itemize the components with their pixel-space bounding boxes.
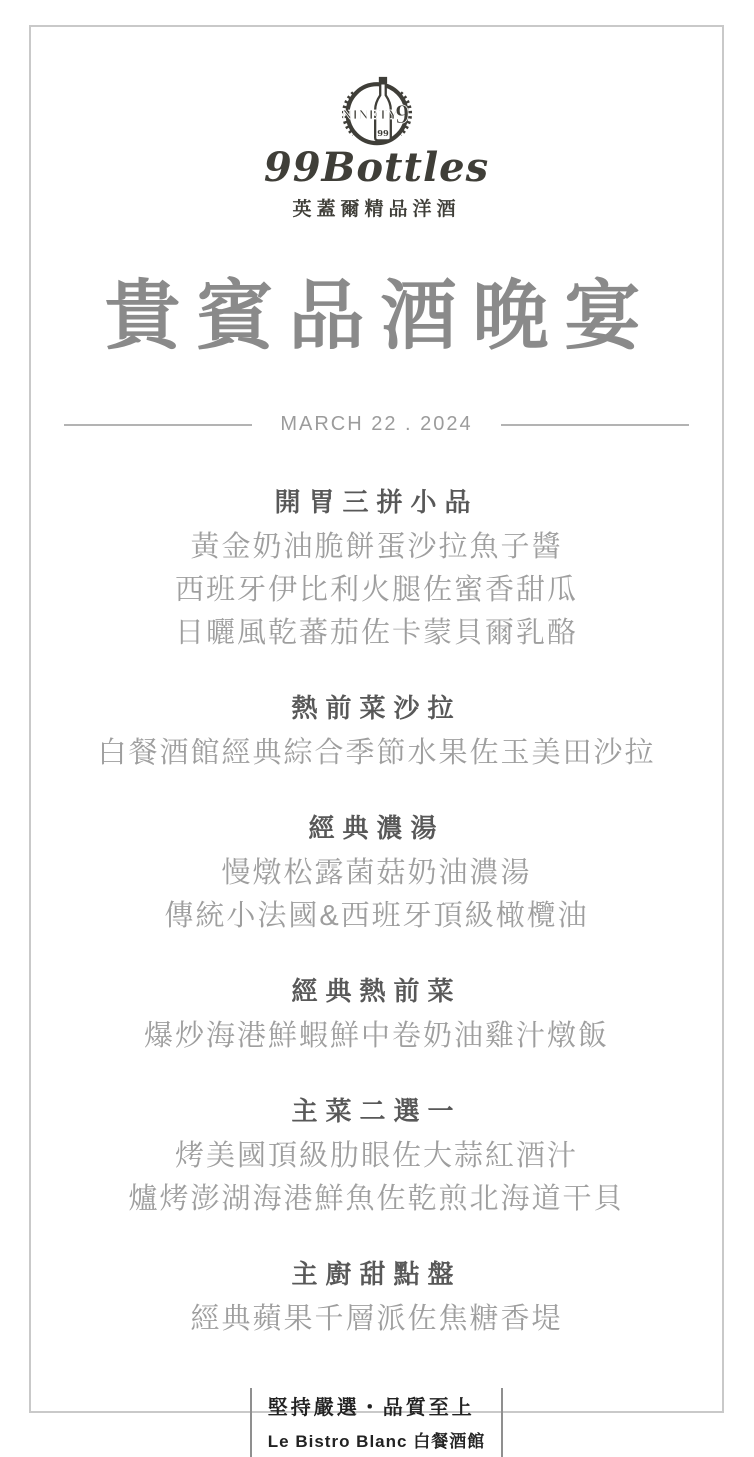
bottle-label: 99: [376, 127, 389, 138]
menu-section-hot-appetizer: [31, 971, 722, 1058]
menu-item: 白餐酒館經典綜合季節水果佐玉美田沙拉: [97, 737, 656, 769]
footer-slogan: 堅持嚴選・品質至上: [267, 1397, 475, 1419]
menu-item: 爆炒海港鮮蝦鮮中卷奶油雞汁燉飯: [143, 1020, 609, 1052]
menu-section-main: [31, 1091, 722, 1221]
menu-section-soup: [31, 808, 722, 938]
section-heading: 開胃三拼小品: [274, 487, 479, 517]
menu-section-appetizer: [31, 482, 722, 655]
menu-item: 慢燉松露菌菇奶油濃湯: [221, 857, 532, 889]
badge-word: NINETY: [341, 107, 398, 123]
menu-card: [29, 25, 724, 1451]
section-heading: 經典熱前菜: [291, 976, 462, 1006]
menu-item: 烤美國頂級肋眼佐大蒜紅酒汁: [174, 1140, 578, 1172]
date-rule-left: [64, 424, 252, 426]
brand-logo: [31, 75, 722, 145]
brand-name-cjk: 英蓋爾精品洋酒: [292, 199, 461, 220]
menu-item: 爐烤澎湖海港鮮魚佐乾煎北海道干貝: [128, 1183, 625, 1215]
badge-nine: 9: [394, 97, 409, 129]
menu-item: 日曬風乾蕃茄佐卡蒙貝爾乳酪: [174, 617, 578, 649]
section-heading: 熱前菜沙拉: [291, 693, 462, 723]
menu-item: 西班牙伊比利火腿佐蜜香甜瓜: [174, 574, 578, 606]
date-rule-right: [501, 424, 689, 426]
menu-section-salad: [31, 688, 722, 775]
section-heading: 經典濃湯: [308, 813, 445, 843]
date-divider: [31, 413, 722, 436]
restaurant-name: Le Bistro Blanc 白餐酒館: [267, 1432, 486, 1451]
brand-name-script: 99Bottles: [263, 144, 490, 191]
menu-item: 黃金奶油脆餅蛋沙拉魚子醬: [190, 531, 563, 563]
section-heading: 主廚甜點盤: [291, 1259, 462, 1289]
page-title: 貴賓品酒晚宴: [104, 275, 657, 359]
section-heading: 主菜二選一: [291, 1096, 462, 1126]
menu-item: 傳統小法國&西班牙頂級橄欖油: [164, 900, 589, 932]
footer: [250, 1388, 503, 1457]
menu-section-dessert: [31, 1254, 722, 1341]
winery-badge-icon: [331, 75, 423, 145]
menu-sections: [31, 482, 722, 1341]
event-date: MARCH 22 . 2024: [280, 413, 473, 435]
menu-item: 經典蘋果千層派佐焦糖香堤: [190, 1303, 563, 1335]
